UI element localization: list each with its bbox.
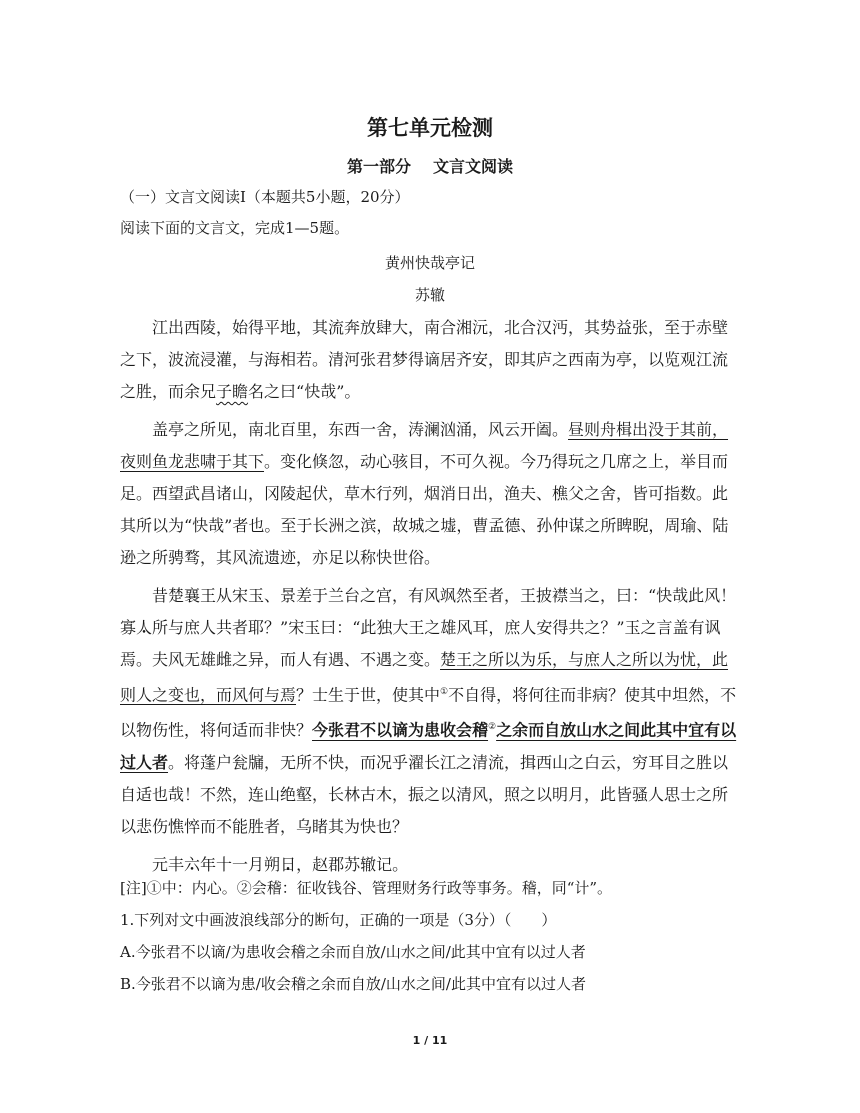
paragraph-1: [120, 312, 740, 408]
annotation-note: [注]①中：内心。②会稽：征收钱谷、管理财务行政等事务。稽，同“计”。: [120, 879, 613, 897]
page-title: 第七单元检测: [367, 116, 493, 140]
p3-text-c: ？士生于世，使其中: [296, 685, 441, 705]
instruction-text: 阅读下面的文言文，完成1—5题。: [120, 219, 350, 237]
footnote-marker-1: ①: [440, 687, 449, 697]
part-name: 文言文阅读: [433, 157, 514, 176]
p4-text-a: 元: [152, 854, 169, 874]
essay-title: 黄州快哉亭记: [384, 254, 475, 272]
section-heading: （一）文言文阅读Ⅰ（本题共5小题，20分）: [120, 188, 410, 206]
essay-body: [120, 312, 740, 881]
p4-text-b: 六年十一月: [184, 854, 265, 874]
paragraph-3: [120, 580, 740, 843]
p1-wavy-text: 子瞻: [216, 382, 249, 401]
p3-underlined-sentence: 楚王之所以为乐，与庶人之所以为忧，此则人之变也，而风何与焉: [120, 650, 729, 705]
p3-text-e: 。将蓬户瓮牖，无所不快，而况乎濯长江之清流，揖西山之白云，穷耳目之胜以自适也哉！不然，连山绝壑，长林古木，振之以清风，照之以明月，此皆骚人思士之所以悲伤憔悴而不能胜者，乌睹其为快也？: [120, 752, 729, 836]
paragraph-2: [120, 414, 740, 574]
question-1-option-b[interactable]: B.今张君不以谪为患/收会稽之余而自放/山水之间/此其中宜有以过人者: [120, 975, 586, 993]
p4-dotted-char-1: 丰: [168, 854, 185, 874]
part-heading: [0, 154, 860, 177]
footnote-marker-2: ②: [488, 722, 497, 733]
p4-text-c: 日，赵郡苏辙记。: [280, 854, 409, 874]
p3-text-a: 昔楚襄王从宋玉、景差于兰台之宫，有风飒然至者，王披襟当之，曰：“快哉此风！: [152, 586, 737, 605]
part-label: 第一部分: [346, 157, 411, 176]
p1-text-b: 名之曰“快哉”。: [248, 382, 361, 401]
p4-dotted-char-2: 朔: [264, 854, 281, 874]
question-1-stem: 1.下列对文中画波浪线部分的断句，正确的一项是（3分）（ ）: [120, 911, 557, 929]
p2-text-b: 。变化倏忽，动心骇目，不可久视。今乃得玩之几席之上，举目而足。西望武昌诸山，冈陵起伏，草木行列，烟消日出，渔夫、樵父之舍，皆可指数。此其所以为“快哉”者也。至于长洲之滨，故城之墟，曹孟德、孙仲谋之所睥睨，周瑜、陆逊之所骋骛，其风流遗迹，亦足以称快世俗。: [120, 452, 729, 567]
p3-text-b: 人所与庶人共者耶？”宋玉曰：“此独大王之雄风耳，庶人安得共之？”玉之言盖有讽焉。夫风无雄雌之异，而人有遇、不遇之变。: [120, 618, 721, 669]
p3-bold-wavy-a: 今张君不以谪为患收会稽: [312, 720, 489, 740]
essay-author: 苏辙: [414, 286, 445, 304]
p2-underlined-sentence: 昼则舟楫出没于其前，夜则鱼龙悲啸于其下: [120, 420, 729, 471]
p3-text-d: 不自得，将何往而非病？使其中坦然，不以物伤性，将何适而非快？: [120, 685, 737, 740]
question-1-option-a[interactable]: A.今张君不以谪/为患收会稽之余而自放/山水之间/此其中宜有以过人者: [120, 943, 586, 961]
page-number: 1 / 11: [412, 1034, 448, 1047]
p1-text-a: 江出西陵，始得平地，其流奔放肆大，南合湘沅，北合汉沔，其势益张，至于赤壁之下，波流浸灌，与海相若。清河张君梦得谪居齐安，即其庐之西南为亭，以览观江流之胜，而余兄: [120, 318, 729, 401]
paragraph-4: [120, 849, 740, 881]
p3-bold-wavy-b: 之余而自放山水之间此其中宜有以过人者: [120, 720, 737, 772]
p2-text-a: 盖亭之所见，南北百里，东西一舍，涛澜汹涌，风云开阖。: [152, 420, 569, 439]
p3-dotted-char: 寡: [120, 618, 137, 637]
